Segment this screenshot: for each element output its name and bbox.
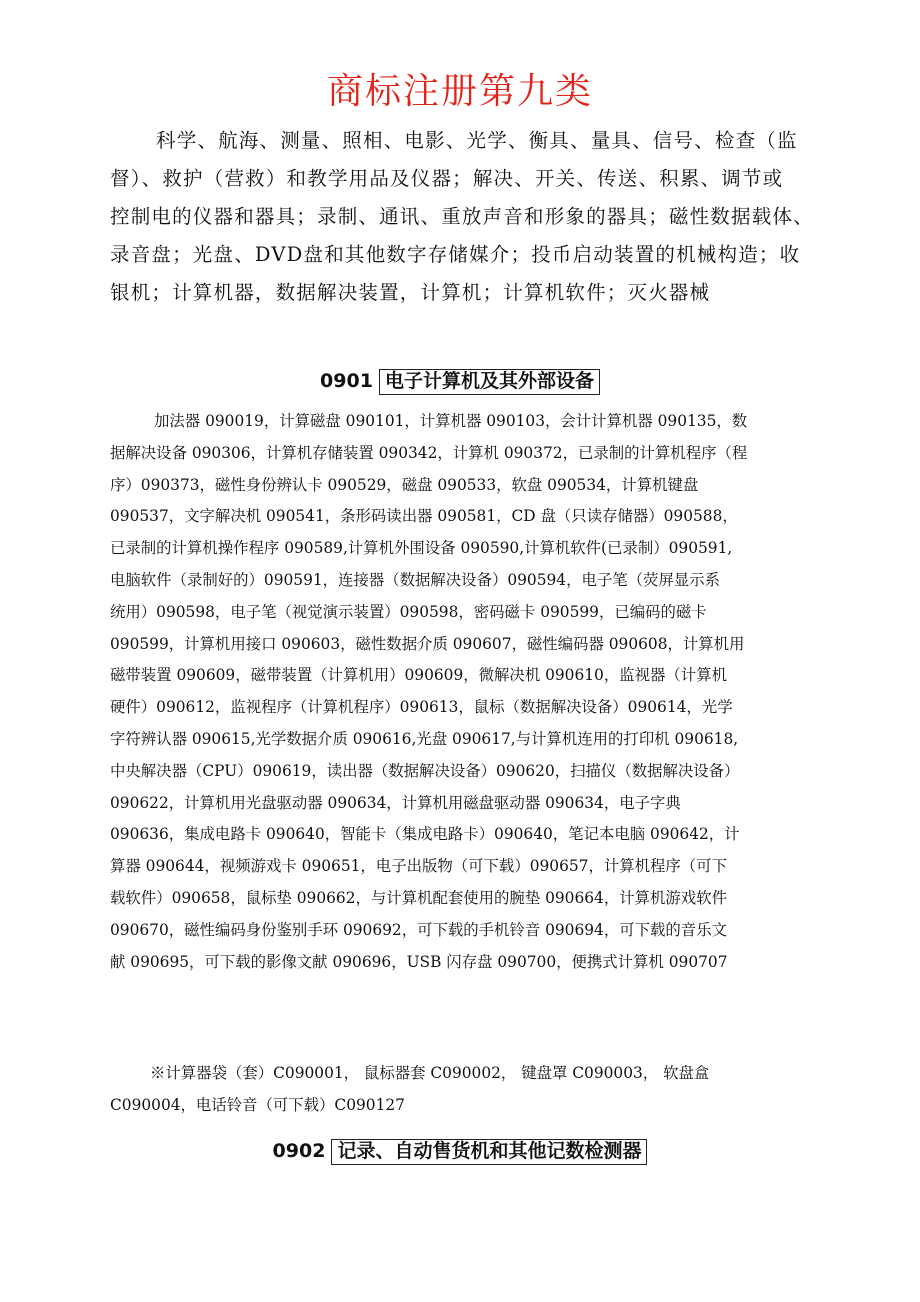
section-heading-0901: [0, 366, 920, 396]
item-line: 据解决设备 090306，计算机存储装置 090342，计算机 090372，已录制的计算机程序（程: [110, 443, 748, 462]
description-line: 科学、航海、测量、照相、电影、光学、衡具、量具、信号、检查（监: [156, 129, 798, 152]
note-line: C090004，电话铃音（可下载）C090127: [110, 1095, 405, 1114]
item-line: 序）090373，磁性身份辨认卡 090529，磁盘 090533，软盘 090534，计算机键盘: [110, 475, 699, 494]
section-name: 记录、自动售货机和其他记数检测器: [331, 1139, 647, 1165]
section-code: 0902: [272, 1140, 326, 1162]
item-line: 磁带装置 090609，磁带装置（计算机用）090609，微解决机 090610，监视器（计算机: [110, 666, 727, 685]
item-line: 090537，文字解决机 090541，条形码读出器 090581，CD 盘（只读存储器）090588，: [110, 507, 738, 526]
description-line: 控制电的仪器和器具；录制、通讯、重放声音和形象的器具；磁性数据载体、: [110, 205, 814, 228]
section-name: 电子计算机及其外部设备: [379, 369, 600, 395]
item-line: 载软件）090658，鼠标垫 090662，与计算机配套使用的腕垫 090664，计算机游戏软件: [110, 888, 727, 907]
class-description: [110, 122, 834, 312]
item-line: 090636，集成电路卡 090640，智能卡（集成电路卡）090640，笔记本电脑 090642，计: [110, 825, 740, 844]
page-title: 商标注册第九类: [326, 71, 593, 112]
section-heading-0902: [0, 1136, 920, 1166]
item-line: 090599，计算机用接口 090603，磁性数据介质 090607，磁性编码器 090608，计算机用: [110, 634, 745, 653]
item-line: 中央解决器（CPU）090619，读出器（数据解决设备）090620，扫描仪（数据解决设备）: [110, 761, 740, 780]
item-line: 加法器 090019，计算磁盘 090101，计算机器 090103，会计计算机器 090135，数: [154, 412, 748, 430]
item-line: 字符辨认器 090615,光学数据介质 090616,光盘 090617,与计算机连用的打印机 090618,: [110, 729, 739, 748]
section-note-0901: [110, 1058, 834, 1122]
item-line: 090670，磁性编码身份鉴别手环 090692，可下载的手机铃音 090694，可下载的音乐文: [110, 920, 727, 939]
item-line: 已录制的计算机操作程序 090589,计算机外围设备 090590,计算机软件(已录制）090591,: [110, 539, 733, 558]
item-line: 献 090695，可下载的影像文献 090696，USB 闪存盘 090700，便携式计算机 090707: [110, 952, 728, 971]
item-line: 统用）090598，电子笔（视觉演示装置）090598，密码磁卡 090599，已编码的磁卡: [110, 602, 707, 621]
section-code: 0901: [320, 370, 373, 392]
item-line: 算器 090644，视频游戏卡 090651，电子出版物（可下载）090657，计算机程序（可下: [110, 857, 727, 876]
description-line: 银机；计算机器，数据解决装置，计算机；计算机软件；灭火器械: [110, 281, 711, 304]
note-line: ※计算器袋（套）C090001， 鼠标器套 C090002， 键盘罩 C090003， 软盘盒: [150, 1064, 710, 1082]
item-line: 090622，计算机用光盘驱动器 090634，计算机用磁盘驱动器 090634，电子字典: [110, 793, 681, 812]
description-line: 录音盘；光盘、DVD盘和其他数字存储媒介；投币启动装置的机械构造；收: [110, 243, 801, 266]
description-line: 督）、救护（营救）和教学用品及仪器；解决、开关、传送、积累、调节或: [110, 167, 784, 190]
section-items-0901: [110, 406, 834, 978]
item-line: 硬件）090612，监视程序（计算机程序）090613，鼠标（数据解决设备）090614，光学: [110, 698, 733, 717]
item-line: 电脑软件（录制好的）090591，连接器（数据解决设备）090594，电子笔（荧屏显示系: [110, 570, 721, 589]
